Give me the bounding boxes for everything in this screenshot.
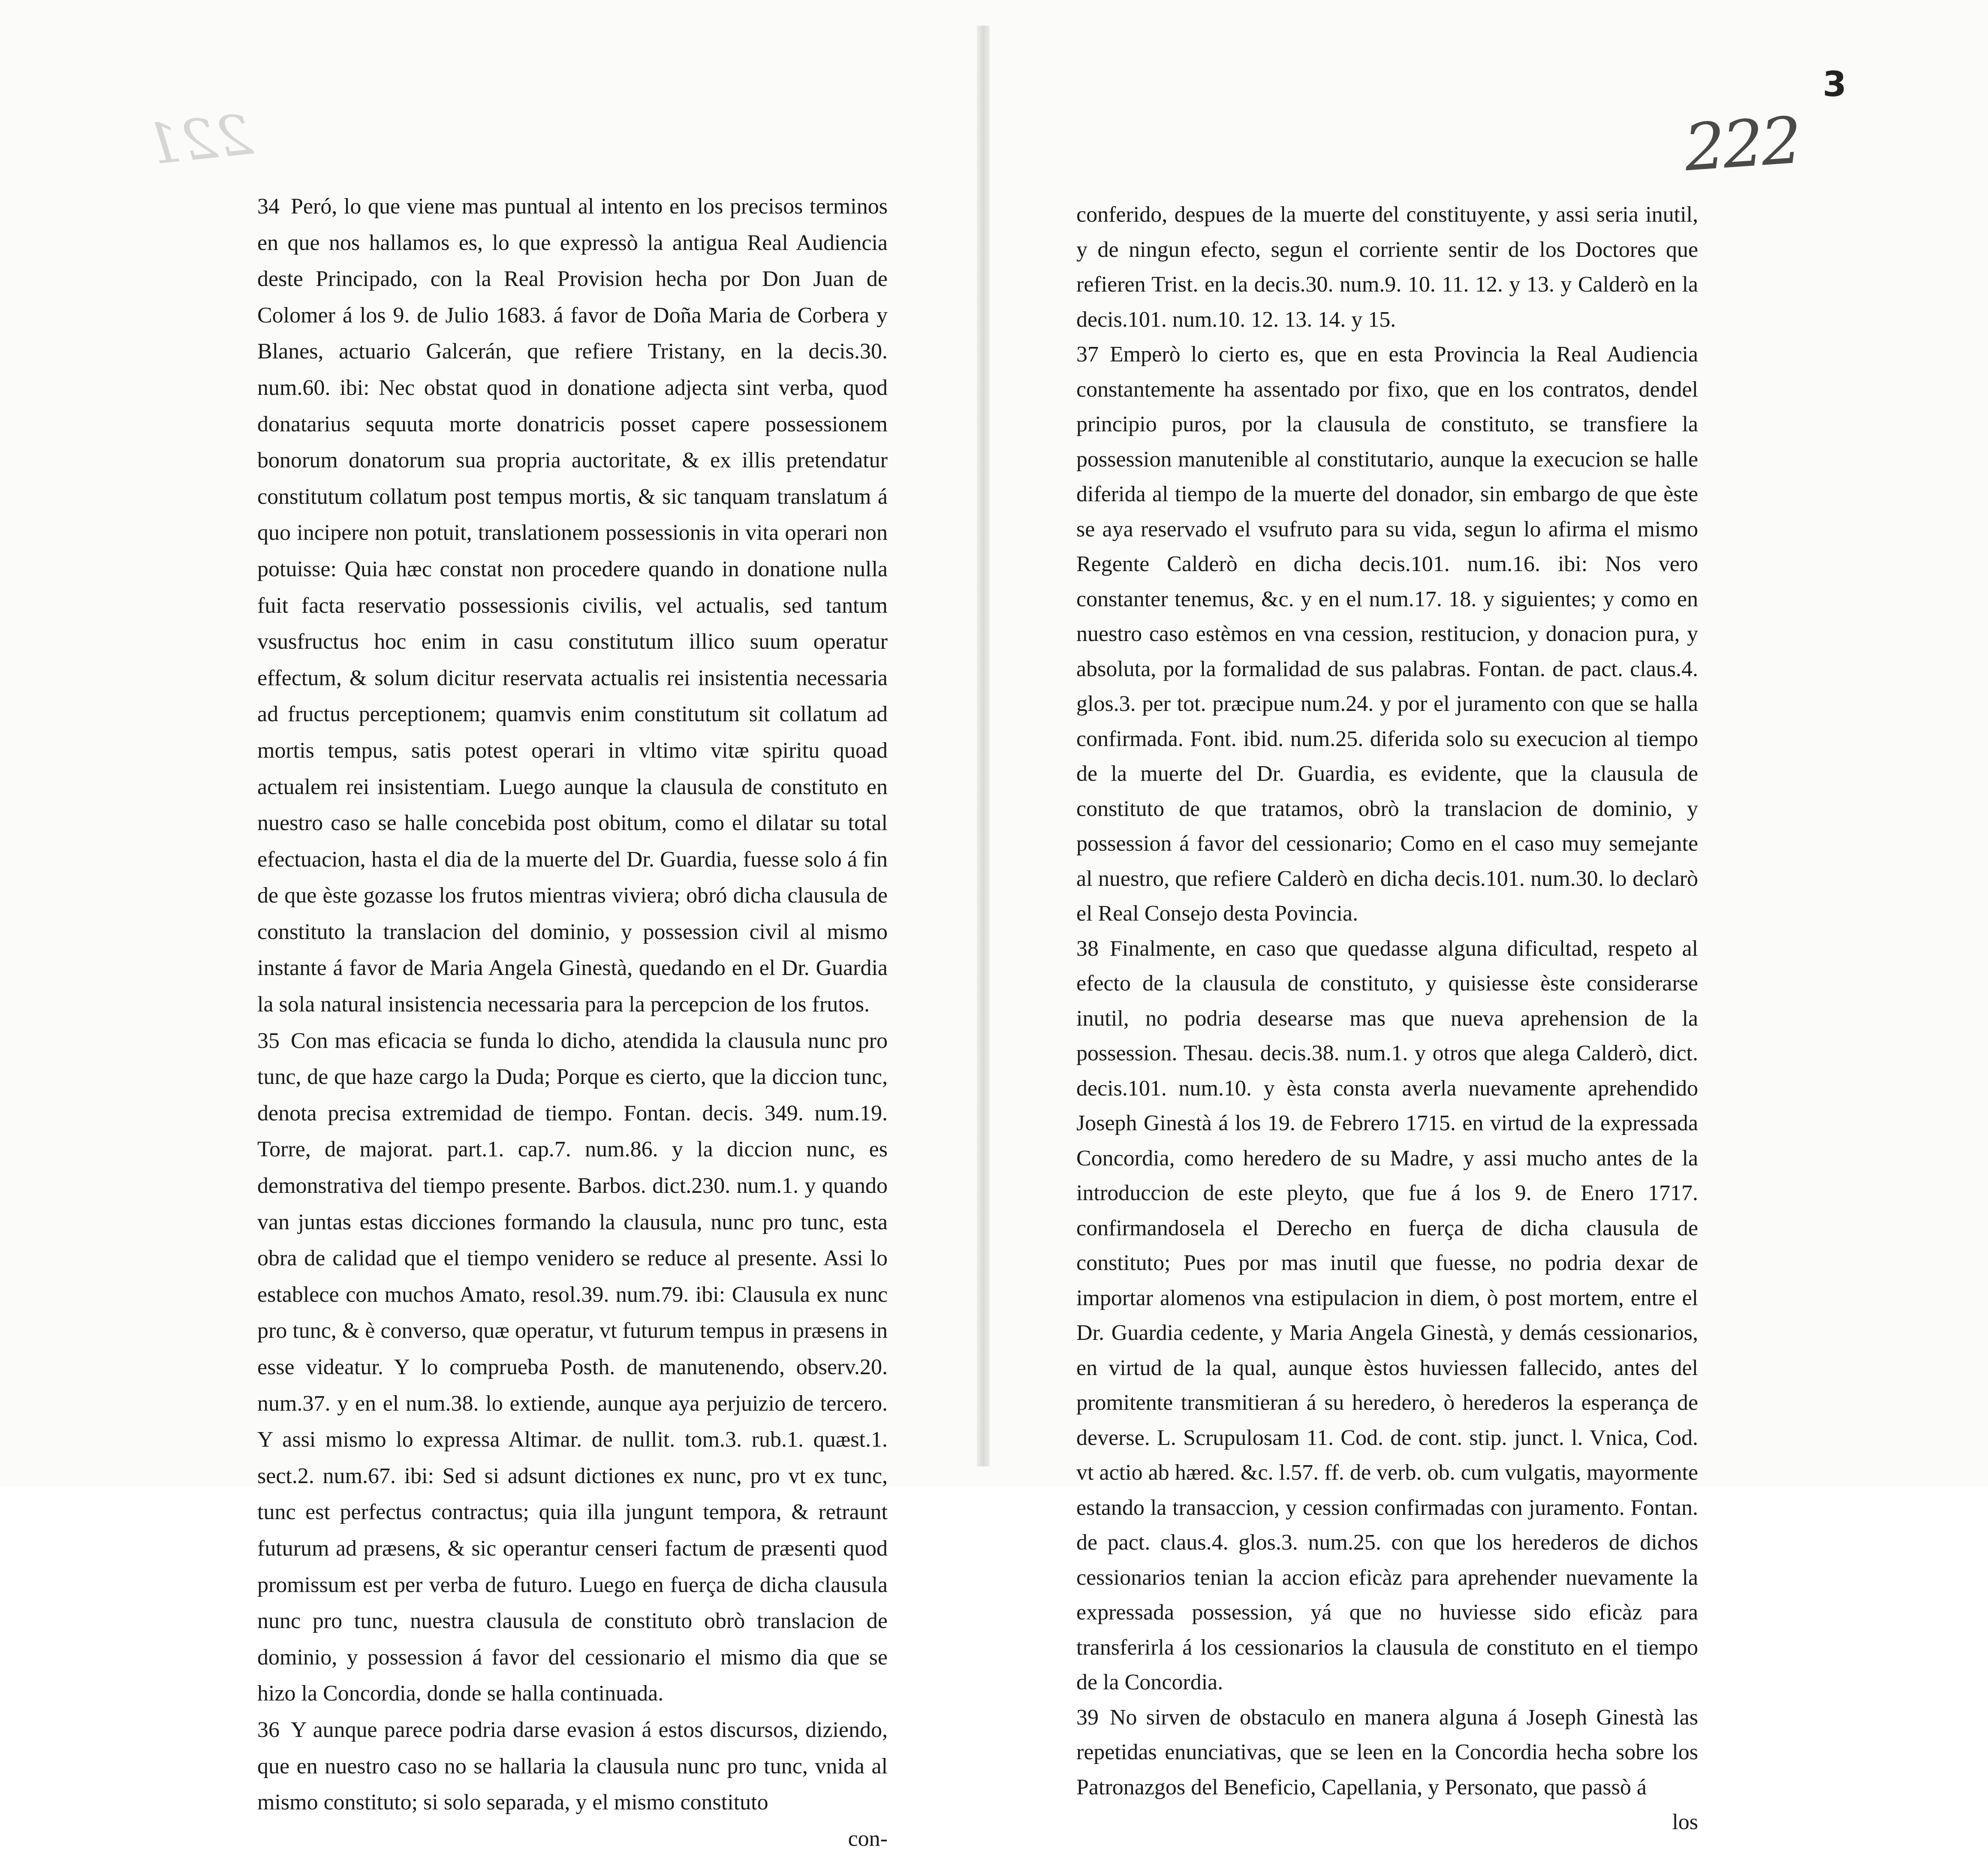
- paragraph-number: 39: [1076, 1705, 1099, 1730]
- paragraph-text: Peró, lo que viene mas puntual al intento en los precisos terminos en que nos hallamos es, lo que expressò la antigua Real Audiencia deste Principado, con la Real Provision hecha por Don Juan de Colomer á los 9. de Julio 1683. á favor de Doña Maria de Corbera y Blanes, actuario Galcerán, que refiere Tristany, en la decis.30. num.60. ibi: Nec obstat quod in donatione adjecta sint verba, quod donatarius sequuta morte donatricis posset capere possessionem bonorum donatorum sua propria auctoritate, & ex illis pretendatur constitutum collatum post tempus mortis, & sic tanquam translatum á quo incipere non potuit, translationem possessionis in vita operari non potuisse: Quia hæc constat non procedere quando in donatione nulla fuit facta reservatio possessionis civilis, vel actualis, sed tantum vsusfructus hoc enim in casu constitutum illico suum operatur effectum, & solum dicitur reservata actualis rei insistentia necessaria ad fructus perceptionem; quamvis enim constitutum sit collatum ad mortis tempus, satis potest operari in vltimo vitæ spiritu quoad actualem rei insistentiam. Luego aunque la clausula de constituto en nuestro caso se halle concebida post obitum, como el dilatar su total efectuacion, hasta el dia de la muerte del Dr. Guardia, fuesse solo á fin de que èste gozasse los frutos mientras viviera; obró dicha clausula de constituto la translacion del dominio, y possession civil al mismo instante á favor de Maria Angela Ginestà, quedando en el Dr. Guardia la sola natural insistencia necessaria para la percepcion de los frutos.: [257, 194, 888, 1017]
- right-page-text: [1076, 197, 1698, 1840]
- archive-mark: 3: [1822, 64, 1846, 104]
- paragraph-text: Y aunque parece podria darse evasion á estos discursos, diziendo, que en nuestro caso no se hallaria la clausula nunc pro tunc, vnida al mismo constituto; si solo separada, y el mismo constituto: [257, 1717, 888, 1815]
- paragraph-text: No sirven de obstaculo en manera alguna á Joseph Ginestà las repetidas enunciativas, que se leen en la Concordia hecha sobre los Patronazgos del Beneficio, Capellania, y Personato, que passò á: [1076, 1705, 1698, 1800]
- handwritten-folio-number: 222: [1681, 103, 1802, 186]
- paragraph-number: 35: [257, 1028, 280, 1053]
- paragraph-number: 36: [257, 1717, 280, 1742]
- paragraph-38: [1076, 931, 1698, 1700]
- left-page-text: [257, 189, 888, 1857]
- paragraph-text: Finalmente, en caso que quedasse alguna dificultad, respeto al efecto de la clausula de constituto, y quisiesse èste considerarse inutil, no podria desearse mas que nueva aprehension de la possession. Thesau. decis.38. num.1. y otros que alega Calderò, dict. decis.101. num.10. y èsta consta averla nuevamente aprehendido Joseph Ginestà á los 19. de Febrero 1715. en virtud de la expressada Concordia, como heredero de su Madre, y assi mucho antes de la introduccion de este pleyto, que fue á los 9. de Enero 1717. confirmandosela el Derecho en fuerça de dicha clausula de constituto; Pues por mas inutil que fuesse, no podria dexar de importar alomenos vna estipulacion in diem, ò post mortem, entre el Dr. Guardia cedente, y Maria Angela Ginestà, y demás cessionarios, en virtud de la qual, aunque èstos huviessen fallecido, antes del promitente transmitieran á su heredero, ò herederos la esperança de deverse. L. Scrupulosam 11. Cod. de cont. stip. junct. l. Vnica, Cod. vt actio ab hæred. &c. l.57. ff. de verb. ob. cum vulgatis, mayormente estando la transaccion, y cession confirmadas con juramento. Fontan. de pact. claus.4. glos.3. num.25. con que los herederos de dichos cessionarios tenian la accion eficàz para aprehender nuevamente la expressada possession, yá que no huviesse sido eficàz para transferirla á los cessionarios la clausula de constituto en el tiempo de la Concordia.: [1076, 936, 1698, 1694]
- opening-continuation: conferido, despues de la muerte del constituyente, y assi seria inutil, y de ningun efecto, segun el corriente sentir de los Doctores que refieren Trist. en la decis.30. num.9. 10. 11. 12. y 13. y Calderò en la decis.101. num.10. 12. 13. 14. y 15.: [1076, 202, 1698, 332]
- paragraph-text: Con mas eficacia se funda lo dicho, atendida la clausula nunc pro tunc, de que haze cargo la Duda; Porque es cierto, que la diccion tunc, denota precisa extremidad de tiempo. Fontan. decis. 349. num.19. Torre, de majorat. part.1. cap.7. num.86. y la diccion nunc, es demonstrativa del tiempo presente. Barbos. dict.230. num.1. y quando van juntas estas dicciones formando la clausula, nunc pro tunc, esta obra de calidad que el tiempo venidero se reduce al presente. Assi lo establece con muchos Amato, resol.39. num.79. ibi: Clausula ex nunc pro tunc, & è converso, quæ operatur, vt futurum tempus in præsens in esse videatur. Y lo comprueba Posth. de manutenendo, observ.20. num.37. y en el num.38. lo extiende, aunque aya perjuizio de tercero. Y assi mismo lo expressa Altimar. de nullit. tom.3. rub.1. quæst.1. sect.2. num.67. ibi: Sed si adsunt dictiones ex nunc, pro vt ex tunc, tunc est perfectus contractus; quia illa jungunt tempora, & retraunt futurum ad præsens, & sic operantur censeri factum de præsenti quod promissum est per verba de futuro. Luego en fuerça de dicha clausula nunc pro tunc, nuestra clausula de constituto obrò translacion de dominio, y possession á favor del cessionario el mismo dia que se hizo la Concordia, donde se halla continuada.: [257, 1028, 888, 1706]
- paragraph-34: [257, 189, 888, 1023]
- paragraph-number: 34: [257, 194, 280, 219]
- paragraph-39: [1076, 1700, 1698, 1805]
- paragraph-text: Emperò lo cierto es, que en esta Provincia la Real Audiencia constantemente ha assentado por fixo, que en los contratos, dendel principio puros, por la clausula de constituto, se transfiere la possession manutenible al constitutario, aunque la execucion se halle diferida al tiempo de la muerte del donador, sin embargo de que èste se aya reservado el vsufruto para su vida, segun lo afirma el mismo Regente Calderò en dicha decis.101. num.16. ibi: Nos vero constanter tenemus, &c. y en el num.17. 18. y siguientes; y como en nuestro caso estèmos en vna cession, restitucion, y donacion pura, y absoluta, por la formalidad de sus palabras. Fontan. de pact. claus.4. glos.3. per tot. præcipue num.24. y por el juramento con que se halla confirmada. Font. ibid. num.25. diferida solo su execucion al tiempo de la muerte del Dr. Guardia, es evidente, que la clausula de constituto de que tratamos, obrò la translacion de dominio, y possession á favor del cessionario; Como en el caso muy semejante al nuestro, que refiere Calderò en dicha decis.101. num.30. lo declarò el Real Consejo desta Povincia.: [1076, 342, 1698, 926]
- paragraph-36: [257, 1712, 888, 1821]
- catchword: los: [1672, 1810, 1698, 1834]
- catchword: con-: [848, 1826, 888, 1851]
- paragraph-number: 37: [1076, 342, 1099, 367]
- book-gutter: [977, 26, 990, 1466]
- paragraph-35: [257, 1023, 888, 1712]
- bleed-through-folio: 221: [142, 102, 256, 178]
- paragraph-number: 38: [1076, 936, 1099, 961]
- paragraph-37: [1076, 337, 1698, 931]
